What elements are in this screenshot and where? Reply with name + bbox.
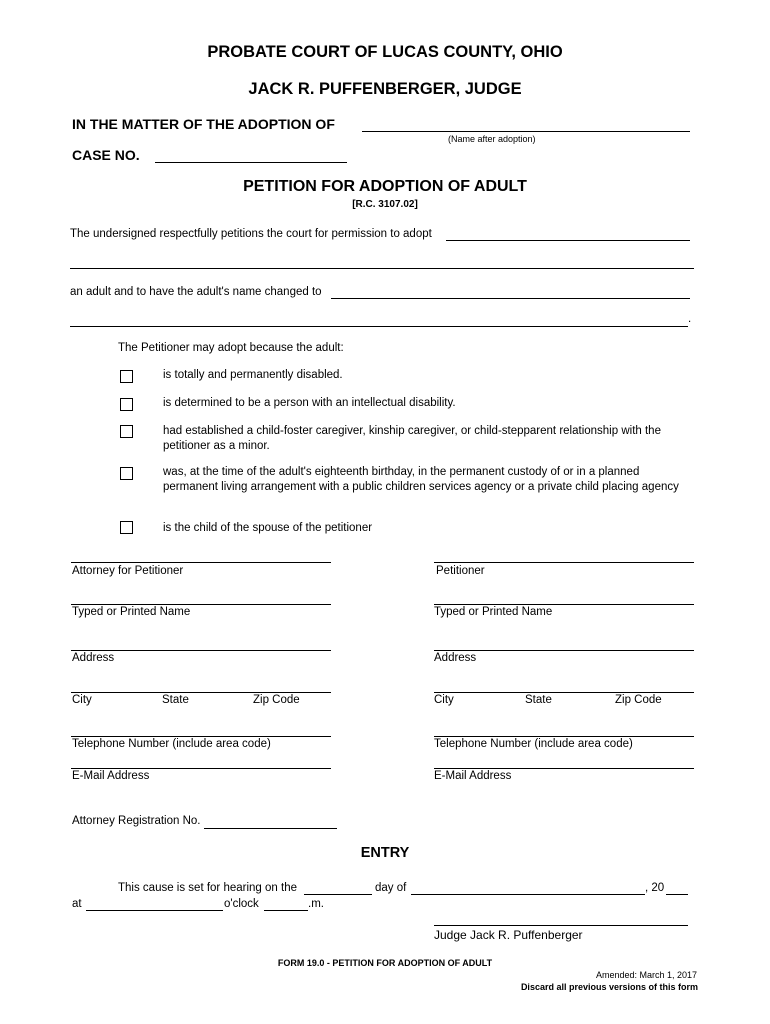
- reason-disabled: is totally and permanently disabled.: [163, 369, 343, 381]
- attorney-address-label: Address: [72, 652, 115, 664]
- attorney-registration-field[interactable]: [204, 813, 337, 829]
- reason-established-relationship: had established a child-foster caregiver, kinship caregiver, or child-stepparent relationship with the petitioner as a minor.: [163, 425, 661, 452]
- petitioner-address-line[interactable]: [434, 650, 694, 651]
- attorney-typed-name-label: Typed or Printed Name: [72, 606, 191, 618]
- hearing-month-field[interactable]: [411, 880, 645, 895]
- checkbox-permanent-custody[interactable]: [120, 467, 133, 480]
- reason-intro: The Petitioner may adopt because the adult:: [118, 342, 344, 354]
- attorney-email-label: E-Mail Address: [72, 770, 150, 782]
- case-number-field[interactable]: [155, 145, 347, 163]
- at-text: at: [72, 898, 82, 910]
- new-name-field[interactable]: [331, 283, 690, 299]
- petitioner-address-label: Address: [434, 652, 477, 664]
- period-mark: .: [688, 313, 692, 325]
- matter-label: IN THE MATTER OF THE ADOPTION OF: [72, 116, 335, 132]
- statute-reference: [R.C. 3107.02]: [352, 199, 418, 210]
- reason-intellectual-disability: is determined to be a person with an intellectual disability.: [163, 397, 456, 409]
- form-name: FORM 19.0 - PETITION FOR ADOPTION OF ADULT: [277, 958, 493, 968]
- petitioner-typed-name-line[interactable]: [434, 604, 694, 605]
- petitioner-email-line[interactable]: [434, 768, 694, 769]
- checkbox-spouse-child[interactable]: [120, 521, 133, 534]
- m-suffix-text: .m.: [308, 898, 324, 910]
- hearing-time-field[interactable]: [86, 896, 223, 911]
- adoptee-name-field[interactable]: [362, 114, 690, 132]
- discard-notice: Discard all previous versions of this form: [520, 982, 698, 992]
- petitioner-city-state-zip-line[interactable]: [434, 692, 694, 693]
- attorney-registration-label: Attorney Registration No.: [72, 815, 201, 827]
- attorney-state-label: State: [162, 694, 189, 706]
- hearing-year-field[interactable]: [666, 880, 688, 895]
- reason-permanent-custody: was, at the time of the adult's eighteenth birthday, in the permanent custody of or in a planned permanent living arrangement with a public children services agency or a private child placing agency: [163, 466, 679, 493]
- day-of-text: day of: [375, 882, 407, 894]
- petitioner-label: Petitioner: [436, 565, 485, 577]
- petition-request-text: The undersigned respectfully petitions the court for permission to adopt: [70, 228, 432, 240]
- attorney-signature-line[interactable]: [71, 562, 331, 563]
- attorney-telephone-label: Telephone Number (include area code): [72, 738, 271, 750]
- adult-name-field[interactable]: [446, 225, 690, 241]
- am-pm-field[interactable]: [264, 896, 308, 911]
- petitioner-city-label: City: [434, 694, 454, 706]
- attorney-for-petitioner-label: Attorney for Petitioner: [72, 565, 184, 577]
- amended-date: Amended: March 1, 2017: [595, 970, 697, 980]
- hearing-day-field[interactable]: [304, 880, 372, 895]
- entry-heading: ENTRY: [360, 845, 410, 861]
- oclock-text: o'clock: [224, 898, 259, 910]
- petitioner-email-label: E-Mail Address: [434, 770, 512, 782]
- petitioner-telephone-label: Telephone Number (include area code): [434, 738, 633, 750]
- petition-title: PETITION FOR ADOPTION OF ADULT: [243, 178, 527, 195]
- petitioner-signature-line[interactable]: [434, 562, 694, 563]
- judge-title: JACK R. PUFFENBERGER, JUDGE: [248, 80, 522, 98]
- petitioner-telephone-line[interactable]: [434, 736, 694, 737]
- attorney-city-state-zip-line[interactable]: [71, 692, 331, 693]
- attorney-telephone-line[interactable]: [71, 736, 331, 737]
- attorney-email-line[interactable]: [71, 768, 331, 769]
- petitioner-zip-label: Zip Code: [615, 694, 662, 706]
- petitioner-state-label: State: [525, 694, 552, 706]
- judge-signature-line[interactable]: [434, 925, 688, 926]
- checkbox-intellectual-disability[interactable]: [120, 398, 133, 411]
- year-prefix-text: , 20: [645, 882, 665, 894]
- name-change-text: an adult and to have the adult's name changed to: [70, 286, 322, 298]
- hearing-text: This cause is set for hearing on the: [118, 882, 297, 894]
- attorney-zip-label: Zip Code: [253, 694, 300, 706]
- attorney-typed-name-line[interactable]: [71, 604, 331, 605]
- reason-spouse-child: is the child of the spouse of the petitioner: [163, 522, 373, 534]
- new-name-field-continued[interactable]: [70, 312, 688, 327]
- attorney-address-line[interactable]: [71, 650, 331, 651]
- adult-name-field-continued[interactable]: [70, 254, 694, 269]
- judge-signature-label: Judge Jack R. Puffenberger: [434, 928, 583, 942]
- petitioner-typed-name-label: Typed or Printed Name: [434, 606, 553, 618]
- case-no-label: CASE NO.: [72, 147, 140, 163]
- court-title: PROBATE COURT OF LUCAS COUNTY, OHIO: [207, 43, 563, 61]
- checkbox-established-relationship[interactable]: [120, 425, 133, 438]
- attorney-city-label: City: [72, 694, 92, 706]
- checkbox-disabled[interactable]: [120, 370, 133, 383]
- name-after-adoption-hint: (Name after adoption): [448, 134, 536, 144]
